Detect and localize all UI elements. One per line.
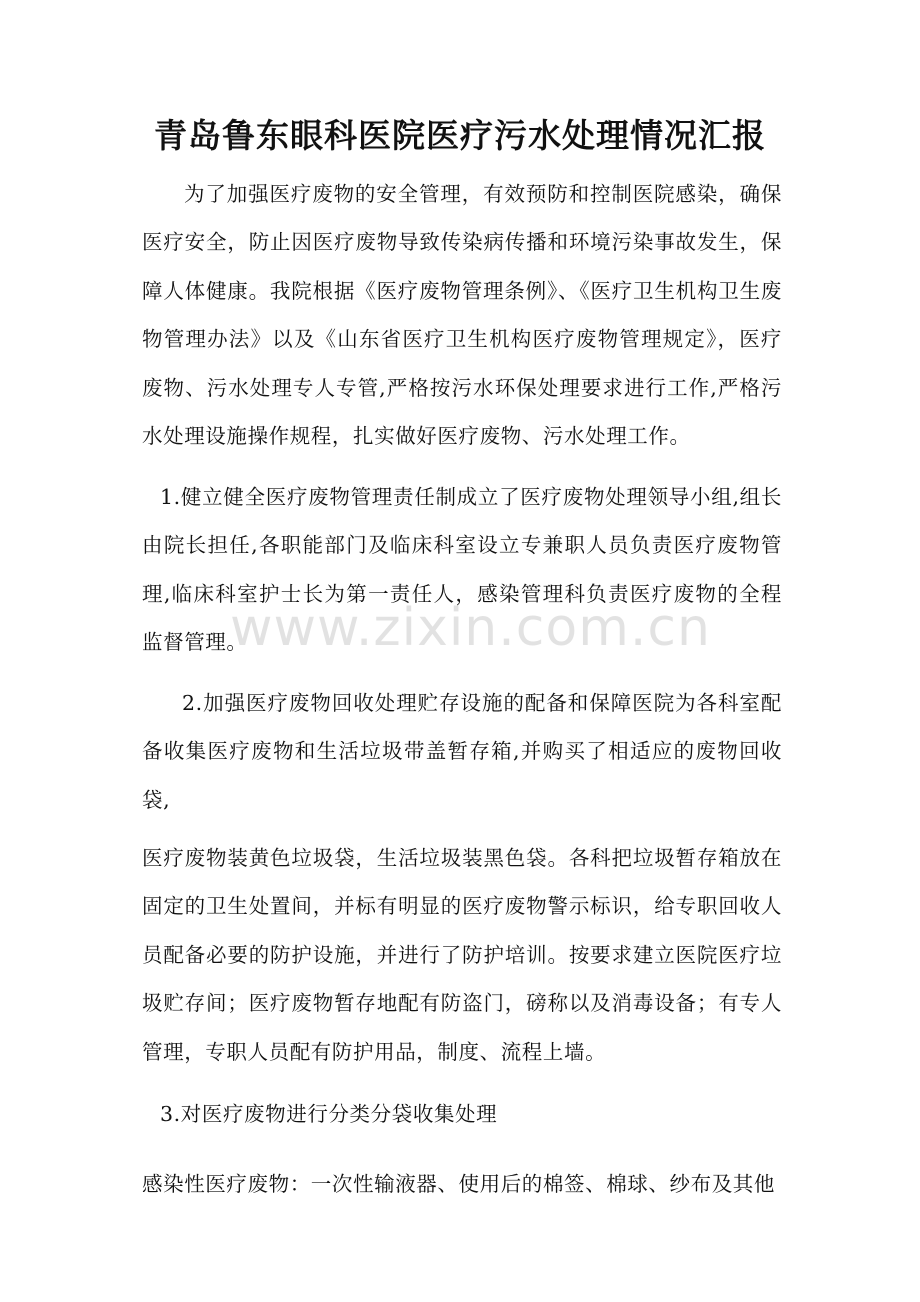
paragraph-waste-bags: 医疗废物装黄色垃圾袋，生活垃圾装黑色袋。各科把垃圾暂存箱放在固定的卫生处置间，并标有明显的医疗废物警示标识，给专职回收人员配备必要的防护设施，并进行了防护培训。按要求建立医院医疗垃圾贮存间；医疗废物暂存地配有防盗门，磅称以及消毒设备；有专人管理，专职人员配有防护用品，制度、流程上墙。 <box>142 846 782 1064</box>
paragraph-infectious-waste: 感染性医疗废物：一次性输液器、使用后的棉签、棉球、纱布及其他 <box>142 1172 775 1196</box>
paragraph-section-1: 1.健立健全医疗废物管理责任制成立了医疗废物处理领导小组,组长由院长担任,各职能部门及临床科室设立专兼职人员负责医疗废物管理,临床科室护士长为第一责任人，感染管理科负责医疗废物的全程监督管理。 <box>142 485 782 655</box>
watermark-text: www.zixin.com.cn <box>230 598 711 658</box>
document-title: 青岛鲁东眼科医院医疗污水处理情况汇报 <box>154 116 766 155</box>
paragraph-section-2: 2.加强医疗废物回收处理贮存设施的配备和保障医院为各科室配备收集医疗废物和生活垃圾带盖暂存箱,并购买了相适应的废物回收袋, <box>142 691 782 812</box>
paragraph-intro: 为了加强医疗废物的安全管理，有效预防和控制医院感染，确保医疗安全，防止因医疗废物导致传染病传播和环境污染事故发生，保障人体健康。我院根据《医疗废物管理条例》、《医疗卫生机构卫生废物管理办法》以及《山东省医疗卫生机构医疗废物管理规定》，医疗废物、污水处理专人专管,严格按污水环保处理要求进行工作,严格污水处理设施操作规程，扎实做好医疗废物、污水处理工作。 <box>142 182 782 449</box>
paragraph-section-3: 3.对医疗废物进行分类分袋收集处理 <box>160 1102 498 1126</box>
